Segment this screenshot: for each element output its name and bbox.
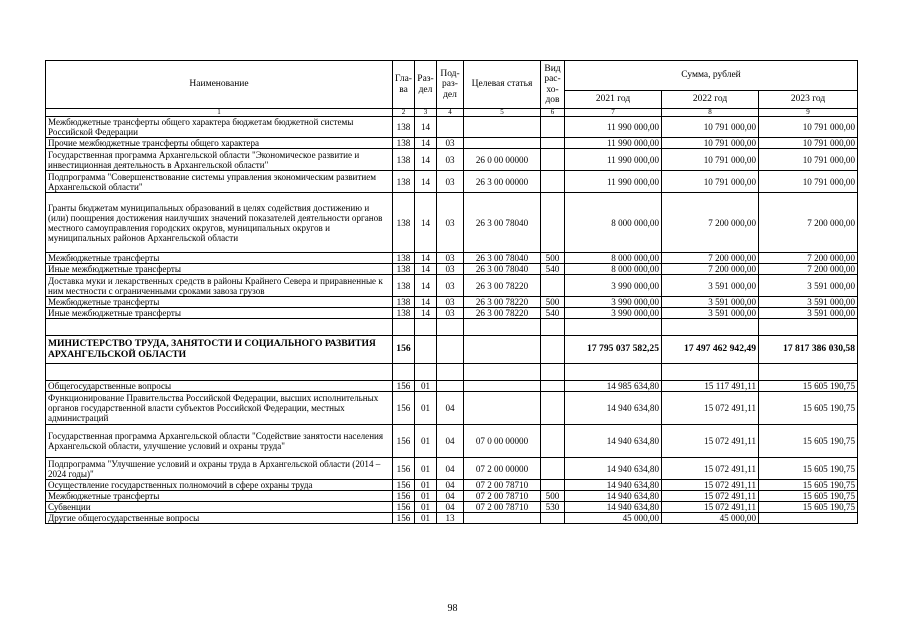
row-podrazdel: 03 — [437, 264, 464, 275]
row-target: 26 0 00 00000 — [464, 149, 541, 171]
row-name: Подпрограмма "Улучшение условий и охраны труда в Архангельской области (2014 – 2024 годы)" — [46, 458, 393, 480]
row-glava: 138 — [393, 171, 415, 193]
row-sum-2022: 10 791 000,00 — [662, 138, 759, 149]
row-glava: 138 — [393, 275, 415, 297]
row-sum-2021: 3 990 000,00 — [565, 297, 662, 308]
row-name: Функционирование Правительства Российской Федерации, высших исполнительных органов государственной власти субъектов Российской Федерации, местных администраций — [46, 392, 393, 425]
row-sum-2022: 3 591 000,00 — [662, 275, 759, 297]
row-sum-2023: 15 605 190,75 — [759, 458, 858, 480]
row-podrazdel — [437, 117, 464, 138]
table-row — [46, 513, 858, 524]
table-row — [46, 480, 858, 491]
row-name: Иные межбюджетные трансферты — [46, 264, 393, 275]
table-row — [46, 308, 858, 319]
row-glava — [393, 364, 415, 381]
row-name: Доставка муки и лекарственных средств в районы Крайнего Севера и приравненные к ним местности с ограниченными сроками завоза грузов — [46, 275, 393, 297]
row-podrazdel: 04 — [437, 425, 464, 458]
row-target: 07 2 00 78710 — [464, 502, 541, 513]
row-sum-2022: 10 791 000,00 — [662, 117, 759, 138]
row-glava: 138 — [393, 117, 415, 138]
table-row — [46, 319, 858, 336]
row-sum-2023: 10 791 000,00 — [759, 149, 858, 171]
row-razdel: 14 — [415, 275, 437, 297]
row-razdel: 01 — [415, 458, 437, 480]
row-razdel: 14 — [415, 297, 437, 308]
row-sum-2023: 15 605 190,75 — [759, 425, 858, 458]
row-name: Государственная программа Архангельской области "Экономическое развитие и инвестиционная деятельность в Архангельской области" — [46, 149, 393, 171]
col-number: 9 — [759, 109, 858, 117]
row-sum-2023: 15 605 190,75 — [759, 392, 858, 425]
row-vid — [541, 336, 565, 364]
row-vid — [541, 425, 565, 458]
row-glava: 156 — [393, 425, 415, 458]
header-glava: Гла-ва — [393, 61, 415, 109]
row-podrazdel: 03 — [437, 193, 464, 253]
row-sum-2021: 11 990 000,00 — [565, 149, 662, 171]
row-sum-2021: 14 940 634,80 — [565, 392, 662, 425]
row-razdel — [415, 364, 437, 381]
row-razdel: 01 — [415, 425, 437, 458]
row-vid: 530 — [541, 502, 565, 513]
row-sum-2023 — [759, 513, 858, 524]
row-vid: 540 — [541, 308, 565, 319]
row-sum-2022: 7 200 000,00 — [662, 193, 759, 253]
row-podrazdel: 04 — [437, 392, 464, 425]
row-glava: 156 — [393, 458, 415, 480]
row-vid — [541, 193, 565, 253]
row-podrazdel: 04 — [437, 458, 464, 480]
col-number: 5 — [464, 109, 541, 117]
header-year-2022: 2022 год — [662, 91, 759, 109]
row-vid — [541, 138, 565, 149]
column-number-row — [46, 109, 858, 117]
table-row — [46, 117, 858, 138]
row-vid: 540 — [541, 264, 565, 275]
table-row — [46, 364, 858, 381]
table-row — [46, 502, 858, 513]
row-podrazdel: 04 — [437, 502, 464, 513]
row-sum-2021: 3 990 000,00 — [565, 275, 662, 297]
row-name: Государственная программа Архангельской области "Содействие занятости населения Архангельской области, улучшение условий и охраны труда" — [46, 425, 393, 458]
row-glava: 156 — [393, 480, 415, 491]
row-name — [46, 364, 393, 381]
header-target: Целевая статья — [464, 61, 541, 109]
row-sum-2022: 45 000,00 — [662, 513, 759, 524]
row-target: 26 3 00 78220 — [464, 275, 541, 297]
row-vid: 500 — [541, 491, 565, 502]
row-sum-2022: 15 072 491,11 — [662, 491, 759, 502]
table-row — [46, 297, 858, 308]
row-target — [464, 513, 541, 524]
row-sum-2022 — [662, 319, 759, 336]
row-sum-2021: 11 990 000,00 — [565, 171, 662, 193]
table-row — [46, 392, 858, 425]
row-sum-2021: 3 990 000,00 — [565, 308, 662, 319]
row-sum-2021: 14 940 634,80 — [565, 491, 662, 502]
row-sum-2022: 3 591 000,00 — [662, 308, 759, 319]
row-razdel: 01 — [415, 513, 437, 524]
row-sum-2022: 15 072 491,11 — [662, 425, 759, 458]
row-glava: 156 — [393, 392, 415, 425]
row-razdel: 14 — [415, 308, 437, 319]
row-sum-2023: 7 200 000,00 — [759, 253, 858, 264]
row-razdel: 14 — [415, 117, 437, 138]
row-sum-2022: 10 791 000,00 — [662, 149, 759, 171]
row-name — [46, 319, 393, 336]
row-sum-2022: 15 117 491,11 — [662, 381, 759, 392]
row-podrazdel — [437, 364, 464, 381]
row-razdel: 14 — [415, 264, 437, 275]
row-sum-2022: 15 072 491,11 — [662, 480, 759, 491]
row-sum-2023: 3 591 000,00 — [759, 308, 858, 319]
table-row — [46, 193, 858, 253]
row-vid — [541, 480, 565, 491]
row-target: 26 3 00 78040 — [464, 193, 541, 253]
row-podrazdel: 03 — [437, 297, 464, 308]
row-sum-2021: 8 000 000,00 — [565, 253, 662, 264]
row-glava: 138 — [393, 138, 415, 149]
row-name: Другие общегосударственные вопросы — [46, 513, 393, 524]
row-sum-2021: 14 940 634,80 — [565, 458, 662, 480]
row-sum-2021: 17 795 037 582,25 — [565, 336, 662, 364]
table-row — [46, 458, 858, 480]
row-sum-2023 — [759, 364, 858, 381]
row-name: Межбюджетные трансферты — [46, 491, 393, 502]
row-vid: 500 — [541, 297, 565, 308]
row-sum-2023: 7 200 000,00 — [759, 193, 858, 253]
row-podrazdel: 03 — [437, 149, 464, 171]
row-glava: 138 — [393, 149, 415, 171]
row-podrazdel: 03 — [437, 138, 464, 149]
table-row — [46, 491, 858, 502]
row-podrazdel: 03 — [437, 275, 464, 297]
row-glava: 156 — [393, 502, 415, 513]
row-glava: 156 — [393, 336, 415, 364]
row-sum-2023 — [759, 319, 858, 336]
row-vid — [541, 275, 565, 297]
row-name: Подпрограмма "Совершенствование системы управления экономическим развитием Архангельской области" — [46, 171, 393, 193]
row-sum-2022: 17 497 462 942,49 — [662, 336, 759, 364]
header-sum: Сумма, рублей — [565, 61, 858, 91]
col-number: 6 — [541, 109, 565, 117]
col-number: 8 — [662, 109, 759, 117]
row-target: 07 2 00 00000 — [464, 458, 541, 480]
row-vid — [541, 364, 565, 381]
header-year-2021: 2021 год — [565, 91, 662, 109]
row-vid — [541, 171, 565, 193]
row-target: 07 2 00 78710 — [464, 480, 541, 491]
row-razdel: 01 — [415, 491, 437, 502]
row-vid — [541, 458, 565, 480]
header-row — [46, 61, 858, 91]
row-vid: 500 — [541, 253, 565, 264]
row-sum-2023: 17 817 386 030,58 — [759, 336, 858, 364]
row-sum-2023: 15 605 190,75 — [759, 381, 858, 392]
row-sum-2021: 14 940 634,80 — [565, 480, 662, 491]
row-sum-2021: 11 990 000,00 — [565, 117, 662, 138]
row-vid — [541, 381, 565, 392]
col-number: 2 — [393, 109, 415, 117]
row-vid — [541, 392, 565, 425]
table-row — [46, 425, 858, 458]
row-sum-2021: 14 940 634,80 — [565, 502, 662, 513]
row-glava: 156 — [393, 491, 415, 502]
row-razdel: 01 — [415, 392, 437, 425]
row-podrazdel: 03 — [437, 308, 464, 319]
row-name: Прочие межбюджетные трансферты общего характера — [46, 138, 393, 149]
row-glava: 138 — [393, 264, 415, 275]
row-razdel — [415, 319, 437, 336]
row-name: Межбюджетные трансферты — [46, 297, 393, 308]
row-podrazdel — [437, 336, 464, 364]
row-target — [464, 381, 541, 392]
row-sum-2021: 14 940 634,80 — [565, 425, 662, 458]
row-target — [464, 138, 541, 149]
row-sum-2022: 7 200 000,00 — [662, 264, 759, 275]
row-name: Общегосударственные вопросы — [46, 381, 393, 392]
row-sum-2023: 10 791 000,00 — [759, 138, 858, 149]
table-row — [46, 264, 858, 275]
row-target: 26 3 00 78220 — [464, 297, 541, 308]
row-name: Гранты бюджетам муниципальных образований в целях содействия достижению и (или) поощрения достижения наилучших значений показателей деятельности органов местного самоуправления городских округов, муниципальных округов и муниципальных районов Архангельской области — [46, 193, 393, 253]
row-target: 07 0 00 00000 — [464, 425, 541, 458]
row-glava: 138 — [393, 297, 415, 308]
row-razdel: 01 — [415, 480, 437, 491]
header-vid: Вид рас-хо-дов — [541, 61, 565, 109]
table-body — [46, 117, 858, 524]
row-sum-2023: 7 200 000,00 — [759, 264, 858, 275]
row-podrazdel: 13 — [437, 513, 464, 524]
row-podrazdel: 04 — [437, 491, 464, 502]
row-sum-2022: 10 791 000,00 — [662, 171, 759, 193]
row-target: 26 3 00 00000 — [464, 171, 541, 193]
row-target — [464, 319, 541, 336]
row-target: 26 3 00 78040 — [464, 253, 541, 264]
row-sum-2022 — [662, 364, 759, 381]
row-target: 07 2 00 78710 — [464, 491, 541, 502]
header-razdel: Раз-дел — [415, 61, 437, 109]
table-row — [46, 171, 858, 193]
row-name: Межбюджетные трансферты — [46, 253, 393, 264]
row-sum-2021 — [565, 319, 662, 336]
page-number: 98 — [447, 603, 458, 614]
row-glava: 138 — [393, 308, 415, 319]
row-razdel: 14 — [415, 253, 437, 264]
row-podrazdel: 03 — [437, 253, 464, 264]
row-glava: 138 — [393, 253, 415, 264]
row-vid — [541, 319, 565, 336]
row-sum-2022: 15 072 491,11 — [662, 458, 759, 480]
table-row — [46, 275, 858, 297]
table-row — [46, 149, 858, 171]
header-name: Наименование — [46, 61, 393, 109]
row-vid — [541, 149, 565, 171]
row-glava — [393, 319, 415, 336]
row-razdel: 01 — [415, 502, 437, 513]
row-podrazdel — [437, 319, 464, 336]
row-glava: 138 — [393, 193, 415, 253]
row-name: Межбюджетные трансферты общего характера бюджетам бюджетной системы Российской Федерации — [46, 117, 393, 138]
header-year-2023: 2023 год — [759, 91, 858, 109]
row-sum-2021: 14 985 634,80 — [565, 381, 662, 392]
row-target — [464, 392, 541, 425]
row-razdel: 14 — [415, 193, 437, 253]
row-sum-2023: 15 605 190,75 — [759, 502, 858, 513]
row-sum-2023: 15 605 190,75 — [759, 480, 858, 491]
row-sum-2021: 8 000 000,00 — [565, 193, 662, 253]
row-sum-2022: 3 591 000,00 — [662, 297, 759, 308]
row-podrazdel: 04 — [437, 480, 464, 491]
row-vid — [541, 513, 565, 524]
row-razdel: 14 — [415, 149, 437, 171]
row-sum-2023: 10 791 000,00 — [759, 117, 858, 138]
row-razdel: 01 — [415, 381, 437, 392]
row-razdel — [415, 336, 437, 364]
row-target — [464, 336, 541, 364]
budget-table — [45, 60, 858, 524]
col-number: 1 — [46, 109, 393, 117]
row-razdel: 14 — [415, 171, 437, 193]
row-podrazdel: 03 — [437, 171, 464, 193]
row-name: МИНИСТЕРСТВО ТРУДА, ЗАНЯТОСТИ И СОЦИАЛЬНОГО РАЗВИТИЯ АРХАНГЕЛЬСКОЙ ОБЛАСТИ — [46, 336, 393, 364]
row-sum-2022: 7 200 000,00 — [662, 253, 759, 264]
row-target: 26 3 00 78220 — [464, 308, 541, 319]
header-podrazdel: Под-раз-дел — [437, 61, 464, 109]
row-sum-2023: 15 605 190,75 — [759, 491, 858, 502]
row-target — [464, 364, 541, 381]
table-row — [46, 253, 858, 264]
row-razdel: 14 — [415, 138, 437, 149]
row-name: Осуществление государственных полномочий в сфере охраны труда — [46, 480, 393, 491]
row-sum-2022: 15 072 491,11 — [662, 392, 759, 425]
row-glava: 156 — [393, 381, 415, 392]
table-row — [46, 381, 858, 392]
row-sum-2022: 15 072 491,11 — [662, 502, 759, 513]
row-sum-2021 — [565, 364, 662, 381]
table-row — [46, 138, 858, 149]
row-target: 26 3 00 78040 — [464, 264, 541, 275]
row-sum-2023: 3 591 000,00 — [759, 297, 858, 308]
col-number: 4 — [437, 109, 464, 117]
row-sum-2021: 11 990 000,00 — [565, 138, 662, 149]
col-number: 3 — [415, 109, 437, 117]
col-number: 7 — [565, 109, 662, 117]
row-name: Иные межбюджетные трансферты — [46, 308, 393, 319]
row-sum-2023: 3 591 000,00 — [759, 275, 858, 297]
row-vid — [541, 117, 565, 138]
row-target — [464, 117, 541, 138]
row-sum-2023: 10 791 000,00 — [759, 171, 858, 193]
row-glava: 156 — [393, 513, 415, 524]
row-name: Субвенции — [46, 502, 393, 513]
row-sum-2021: 45 000,00 — [565, 513, 662, 524]
row-sum-2021: 8 000 000,00 — [565, 264, 662, 275]
row-podrazdel — [437, 381, 464, 392]
table-row — [46, 336, 858, 364]
